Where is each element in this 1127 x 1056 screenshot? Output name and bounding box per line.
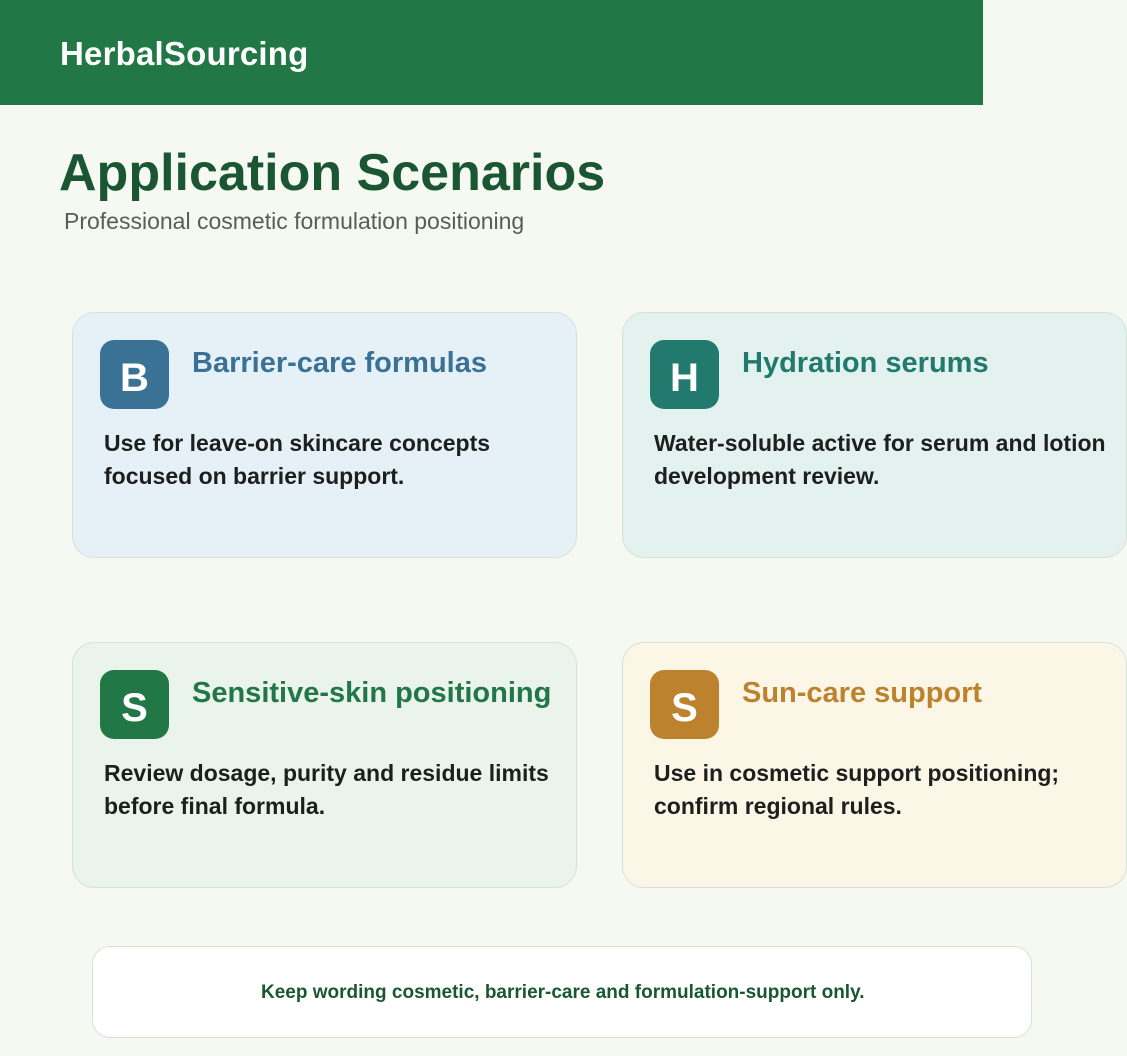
scenario-card-hydration-serums [622, 312, 1127, 558]
card-title: Hydration serums [742, 347, 989, 379]
page-subtitle: Professional cosmetic formulation positioning [64, 208, 525, 234]
page-title: Application Scenarios [59, 144, 606, 202]
card-title: Sun-care support [742, 677, 983, 709]
card-description: Water-soluble active for serum and lotion development review. [654, 430, 1106, 489]
letter-badge-icon: S [100, 670, 169, 739]
card-description: Use for leave-on skincare concepts focused on barrier support. [104, 430, 491, 489]
card-description: Use in cosmetic support positioning; confirm regional rules. [654, 760, 1060, 819]
letter-badge-icon: H [650, 340, 719, 409]
card-title: Sensitive-skin positioning [192, 677, 552, 709]
compliance-note-box [92, 946, 1032, 1038]
letter-badge-icon: S [650, 670, 719, 739]
brand-logo-text[interactable]: HerbalSourcing [60, 35, 309, 72]
scenario-card-barrier-care [72, 312, 577, 558]
card-description: Review dosage, purity and residue limits before final formula. [104, 760, 549, 819]
scenario-card-sun-care [622, 642, 1127, 888]
top-header-bar [0, 0, 983, 105]
card-title: Barrier-care formulas [192, 347, 487, 379]
scenario-card-sensitive-skin [72, 642, 577, 888]
compliance-note-text: Keep wording cosmetic, barrier-care and formulation-support only. [261, 982, 865, 1003]
letter-badge-icon: B [100, 340, 169, 409]
